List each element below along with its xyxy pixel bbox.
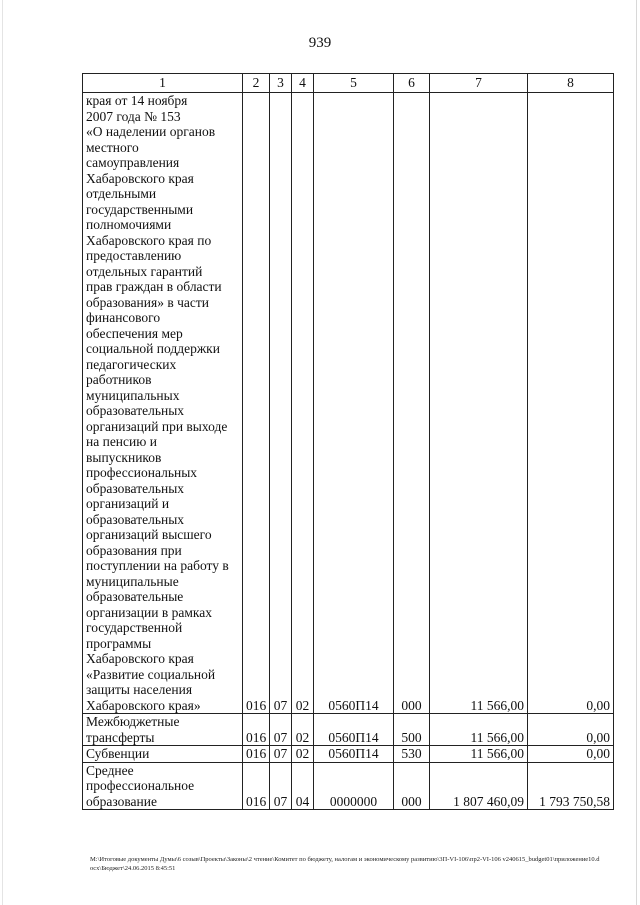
row-description: Межбюджетные трансферты (83, 714, 243, 746)
file-path-footer: M:\Итоговые документы Думы\6 созыв\Проекты\Законы\2 чтение\Комитет по бюджету, налогам и экономическому развитию\3П-VI-106\пр2-VI-106 v240615_budget01\приложение10.docx\Бюджет\24.06.2015 8:45:51 (90, 856, 600, 872)
cell-amount-col7: 11 566,00 (430, 714, 528, 746)
cell-target-article: 0560П14 (314, 93, 394, 714)
cell-target-article: 0560П14 (314, 714, 394, 746)
cell-section: 07 (270, 714, 292, 746)
cell-amount-col8: 0,00 (528, 93, 614, 714)
cell-amount-col8: 0,00 (528, 714, 614, 746)
budget-table (82, 73, 614, 810)
table-header-row (83, 74, 614, 93)
row-description: края от 14 ноября 2007 года № 153 «О наделении органов местного самоуправления Хабаровского края отдельными государственными полномочиями Хабаровского края по предоставлению отдельных гарантий прав граждан в области образования» в части финансового обеспечения мер социальной поддержки педагогических работников муниципальных образовательных организаций при выходе на пенсию и выпускников профессиональных образовательных организаций и образовательных организаций высшего образования при поступлении на работу в муниципальные образовательные организации в рамках государственной программы Хабаровского края «Развитие социальной защиты населения Хабаровского края» (83, 93, 243, 714)
column-header: 4 (292, 74, 314, 93)
column-header: 5 (314, 74, 394, 93)
column-header: 7 (430, 74, 528, 93)
cell-section: 07 (270, 93, 292, 714)
column-header: 2 (243, 74, 270, 93)
cell-section: 07 (270, 762, 292, 810)
column-header: 1 (83, 74, 243, 93)
cell-ministry-code: 016 (243, 714, 270, 746)
cell-ministry-code: 016 (243, 762, 270, 810)
cell-amount-col7: 1 807 460,09 (430, 762, 528, 810)
column-header: 3 (270, 74, 292, 93)
cell-expense-type: 000 (394, 93, 430, 714)
scan-edge-left (2, 0, 3, 905)
table-row (83, 93, 614, 714)
row-description: Субвенции (83, 746, 243, 763)
cell-subsection: 02 (292, 714, 314, 746)
cell-ministry-code: 016 (243, 746, 270, 763)
column-header: 8 (528, 74, 614, 93)
cell-amount-col8: 1 793 750,58 (528, 762, 614, 810)
cell-amount-col8: 0,00 (528, 746, 614, 763)
cell-ministry-code: 016 (243, 93, 270, 714)
table-row (83, 762, 614, 810)
cell-expense-type: 530 (394, 746, 430, 763)
cell-amount-col7: 11 566,00 (430, 93, 528, 714)
cell-section: 07 (270, 746, 292, 763)
cell-expense-type: 500 (394, 714, 430, 746)
cell-subsection: 02 (292, 746, 314, 763)
scan-edge-right (636, 0, 637, 905)
cell-expense-type: 000 (394, 762, 430, 810)
table-row (83, 714, 614, 746)
cell-subsection: 02 (292, 93, 314, 714)
page-number: 939 (308, 35, 332, 51)
cell-target-article: 0560П14 (314, 746, 394, 763)
table-row (83, 746, 614, 763)
cell-subsection: 04 (292, 762, 314, 810)
column-header: 6 (394, 74, 430, 93)
cell-target-article: 0000000 (314, 762, 394, 810)
row-description: Среднее профессиональное образование (83, 762, 243, 810)
cell-amount-col7: 11 566,00 (430, 746, 528, 763)
